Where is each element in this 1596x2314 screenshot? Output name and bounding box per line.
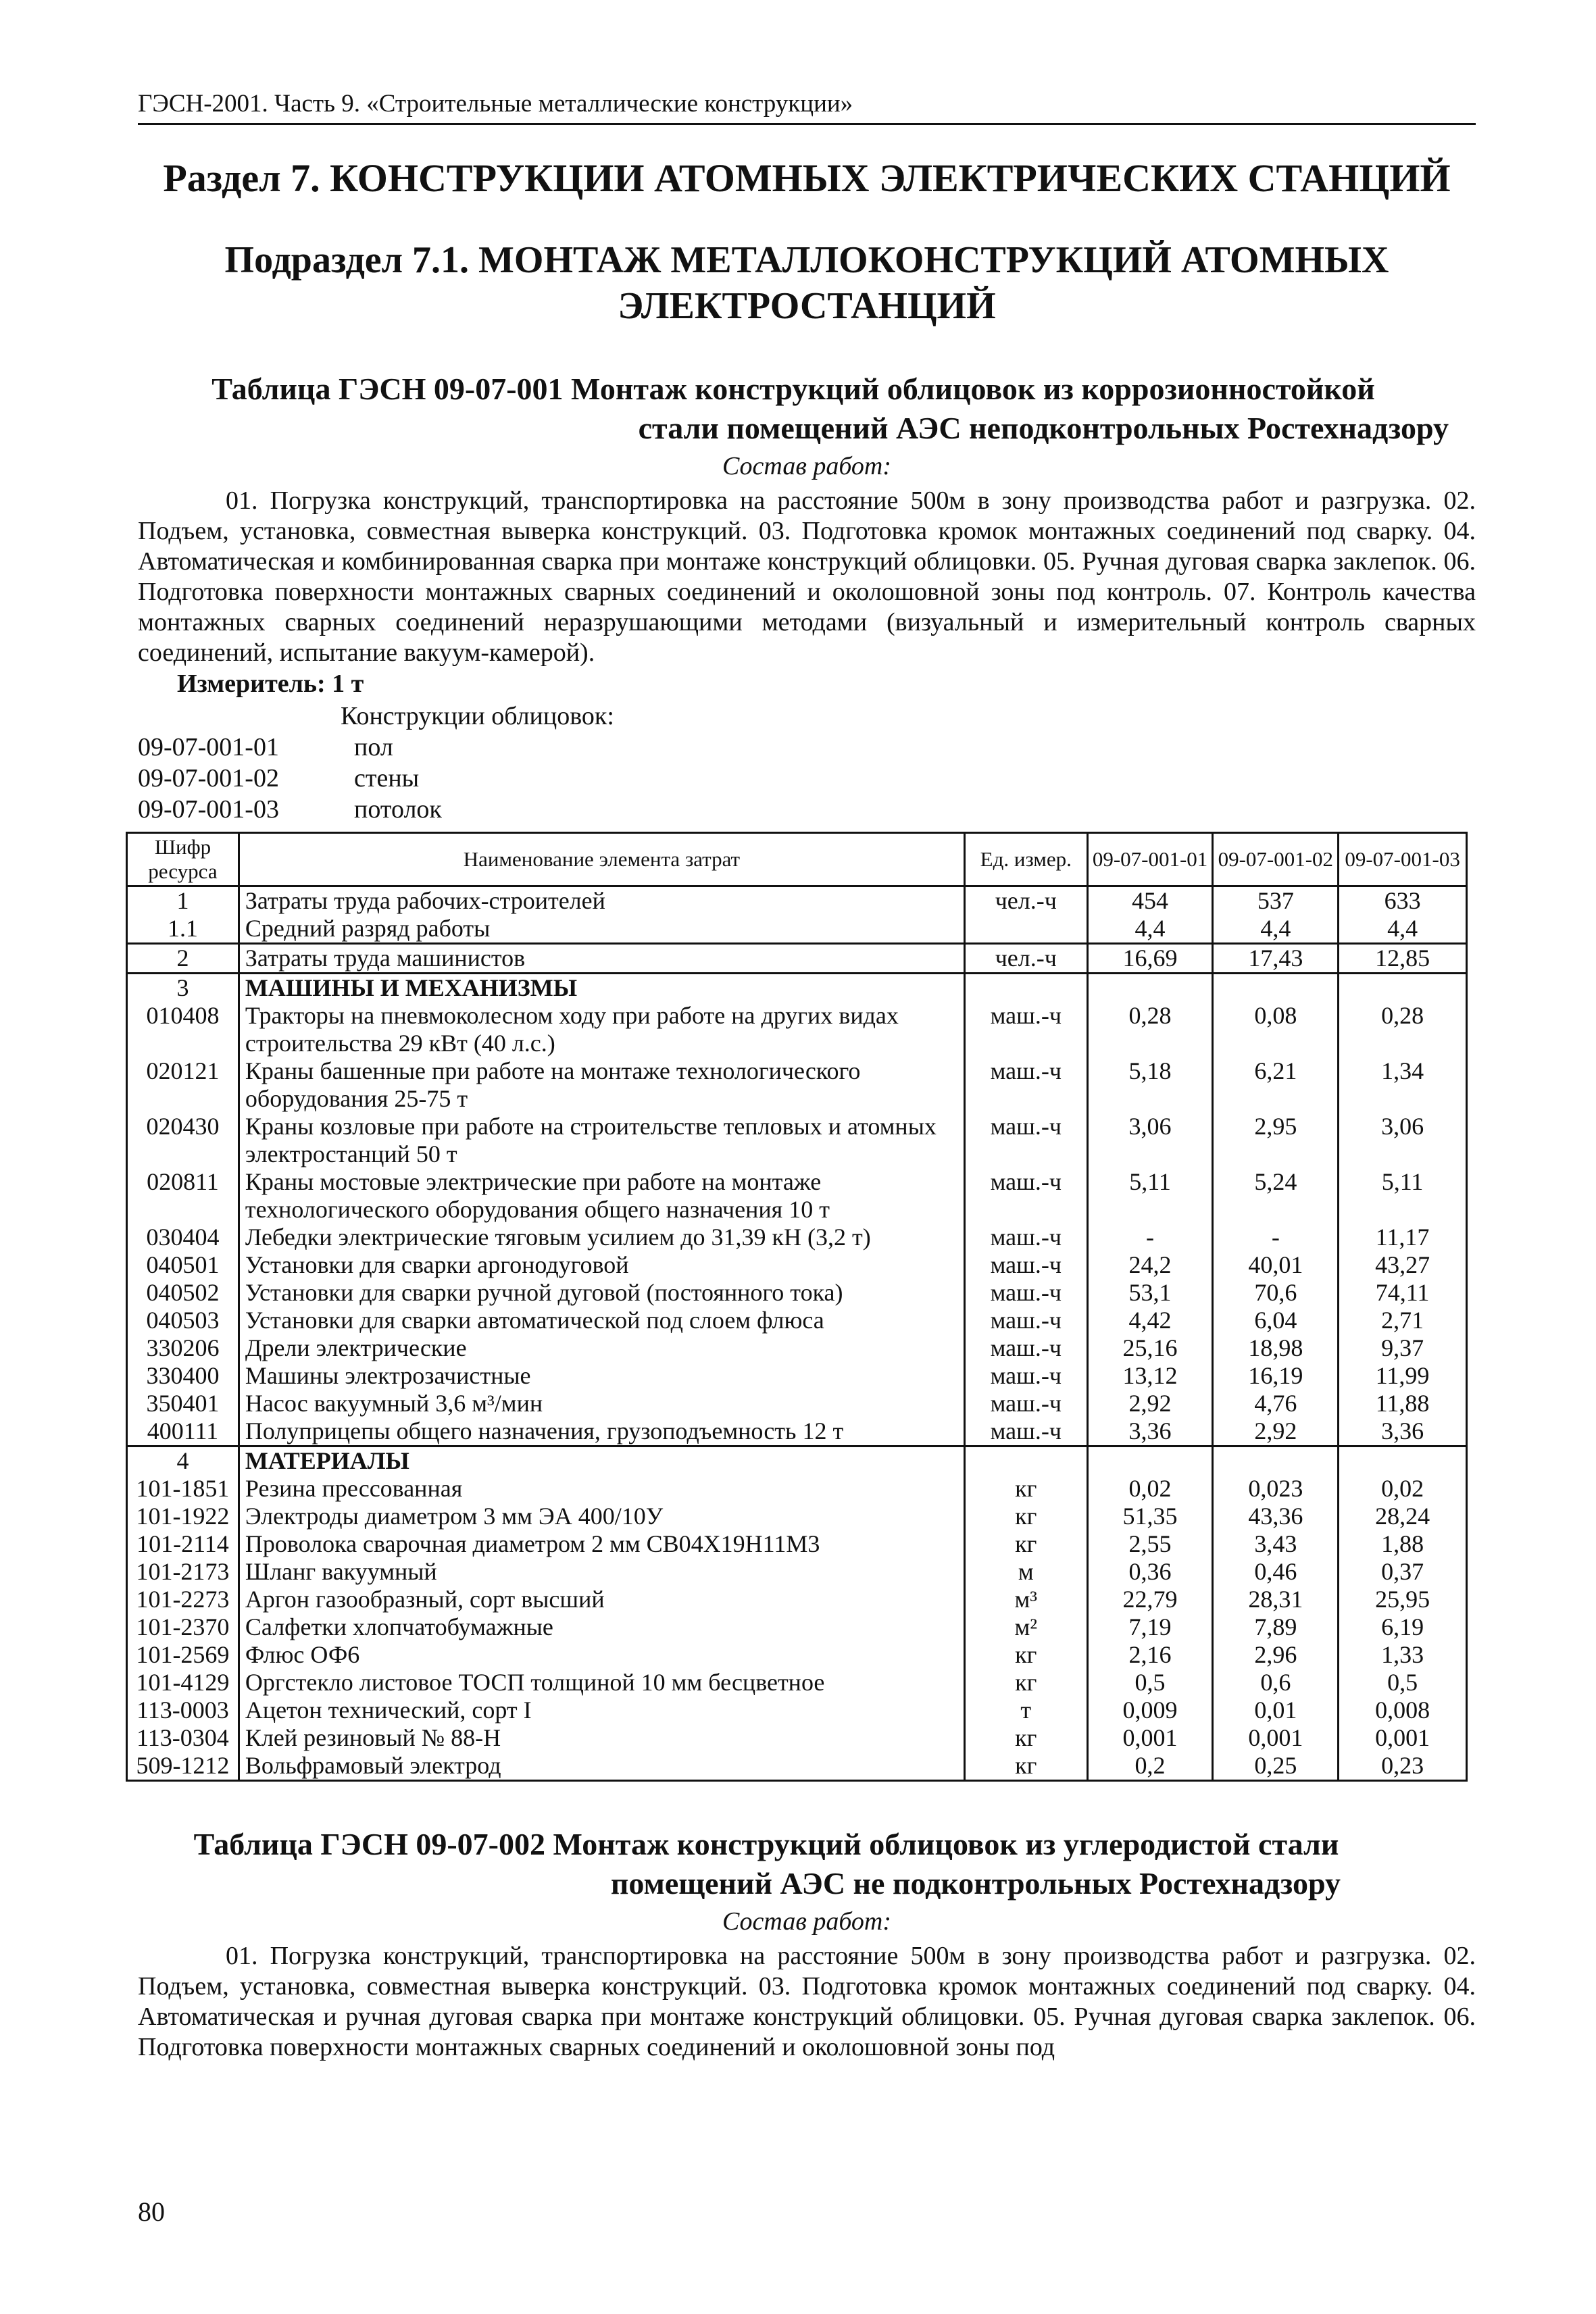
table-row bbox=[127, 1503, 1467, 1530]
cell-value-3: 0,23 bbox=[1339, 1752, 1467, 1781]
table2-sostav-label: Состав работ: bbox=[722, 1907, 892, 1936]
cell-name: Лебедки электрические тяговым усилием до 31,39 кН (3,2 т) bbox=[239, 1224, 964, 1251]
table-row bbox=[127, 974, 1467, 1003]
cell-value-2: 17,43 bbox=[1213, 944, 1339, 974]
cell-unit: м² bbox=[964, 1613, 1087, 1641]
table-row bbox=[127, 1752, 1467, 1781]
cell-value-2: 6,21 bbox=[1213, 1057, 1339, 1113]
cell-value-3: 25,95 bbox=[1339, 1586, 1467, 1613]
cell-value-3: 1,33 bbox=[1339, 1641, 1467, 1669]
cell-unit: маш.-ч bbox=[964, 1002, 1087, 1057]
cell-value-2: 537 bbox=[1213, 886, 1339, 915]
cell-value-2: 2,96 bbox=[1213, 1641, 1339, 1669]
table-row bbox=[127, 1530, 1467, 1558]
cell-unit: чел.-ч bbox=[964, 944, 1087, 974]
cell-unit: маш.-ч bbox=[964, 1168, 1087, 1224]
variant-name: пол bbox=[354, 733, 393, 761]
cell-value-1 bbox=[1087, 1447, 1213, 1476]
resource-table bbox=[126, 832, 1468, 1782]
cell-unit: маш.-ч bbox=[964, 1224, 1087, 1251]
cell-code: 330206 bbox=[127, 1334, 239, 1362]
cell-value-1: 2,92 bbox=[1087, 1390, 1213, 1417]
cell-name: Электроды диаметром 3 мм ЭА 400/10У bbox=[239, 1503, 964, 1530]
cell-value-3: 43,27 bbox=[1339, 1251, 1467, 1279]
cell-code: 400111 bbox=[127, 1417, 239, 1447]
cell-value-2: 2,95 bbox=[1213, 1113, 1339, 1168]
cell-value-3: 0,001 bbox=[1339, 1724, 1467, 1752]
variant-list bbox=[138, 732, 1476, 825]
cell-unit: кг bbox=[964, 1503, 1087, 1530]
cell-code: 101-2569 bbox=[127, 1641, 239, 1669]
cell-value-3: 0,37 bbox=[1339, 1558, 1467, 1586]
cell-unit: маш.-ч bbox=[964, 1057, 1087, 1113]
cell-unit: маш.-ч bbox=[964, 1362, 1087, 1390]
cell-code: 101-2370 bbox=[127, 1613, 239, 1641]
table-row bbox=[127, 1251, 1467, 1279]
cell-value-3: 74,11 bbox=[1339, 1279, 1467, 1307]
cell-value-1: 454 bbox=[1087, 886, 1213, 915]
cell-value-3 bbox=[1339, 974, 1467, 1003]
cell-code: 101-1922 bbox=[127, 1503, 239, 1530]
cell-name: Дрели электрические bbox=[239, 1334, 964, 1362]
table-row bbox=[127, 1475, 1467, 1503]
measure-label: Измеритель: bbox=[177, 670, 326, 698]
cell-value-1: 0,36 bbox=[1087, 1558, 1213, 1586]
cell-value-3: 1,88 bbox=[1339, 1530, 1467, 1558]
cell-value-2: 43,36 bbox=[1213, 1503, 1339, 1530]
table-row bbox=[127, 1586, 1467, 1613]
cell-value-2: 0,6 bbox=[1213, 1669, 1339, 1696]
cell-unit: кг bbox=[964, 1475, 1087, 1503]
table1-measure bbox=[177, 668, 1476, 699]
table-row bbox=[127, 1224, 1467, 1251]
running-header: ГЭСН-2001. Часть 9. «Строительные металлические конструкции» bbox=[138, 88, 1476, 125]
cell-code: 350401 bbox=[127, 1390, 239, 1417]
cell-value-1: 0,5 bbox=[1087, 1669, 1213, 1696]
cell-value-3: 1,34 bbox=[1339, 1057, 1467, 1113]
table-row bbox=[127, 1417, 1467, 1447]
cell-unit: чел.-ч bbox=[964, 886, 1087, 915]
constructions-label: Конструкции облицовок: bbox=[341, 702, 614, 730]
cell-name: Средний разряд работы bbox=[239, 915, 964, 944]
cell-unit bbox=[964, 1447, 1087, 1476]
cell-value-1: 4,42 bbox=[1087, 1307, 1213, 1334]
cell-name: Проволока сварочная диаметром 2 мм СВ04Х19Н11М3 bbox=[239, 1530, 964, 1558]
cell-value-2: 0,25 bbox=[1213, 1752, 1339, 1781]
cell-value-3: 0,008 bbox=[1339, 1696, 1467, 1724]
header-cipher: Шифр ресурса bbox=[127, 833, 239, 886]
table-row bbox=[127, 1447, 1467, 1476]
cell-value-1: 2,16 bbox=[1087, 1641, 1213, 1669]
cell-value-3: 12,85 bbox=[1339, 944, 1467, 974]
cell-name: Вольфрамовый электрод bbox=[239, 1752, 964, 1781]
cell-value-1: 13,12 bbox=[1087, 1362, 1213, 1390]
cell-name: Затраты труда рабочих-строителей bbox=[239, 886, 964, 915]
header-col-1: 09-07-001-01 bbox=[1087, 833, 1213, 886]
cell-value-1: 0,001 bbox=[1087, 1724, 1213, 1752]
cell-unit: м bbox=[964, 1558, 1087, 1586]
table1-sostav-label: Состав работ: bbox=[722, 452, 892, 480]
cell-name: Тракторы на пневмоколесном ходу при работе на других видах строительства 29 кВт (40 л.с.) bbox=[239, 1002, 964, 1057]
table-row bbox=[127, 1669, 1467, 1696]
section-title: Раздел 7. КОНСТРУКЦИИ АТОМНЫХ ЭЛЕКТРИЧЕСКИХ СТАНЦИЙ bbox=[163, 156, 1451, 200]
document-page bbox=[138, 88, 1476, 2063]
cell-name: Насос вакуумный 3,6 м³/мин bbox=[239, 1390, 964, 1417]
resource-table-body bbox=[127, 886, 1467, 1781]
cell-value-1: 25,16 bbox=[1087, 1334, 1213, 1362]
cell-value-2: 28,31 bbox=[1213, 1586, 1339, 1613]
table-row bbox=[127, 1362, 1467, 1390]
table-row bbox=[127, 1724, 1467, 1752]
variant-item bbox=[138, 794, 1476, 825]
cell-name: Оргстекло листовое ТОСП толщиной 10 мм бесцветное bbox=[239, 1669, 964, 1696]
cell-unit: кг bbox=[964, 1530, 1087, 1558]
cell-value-2: 5,24 bbox=[1213, 1168, 1339, 1224]
cell-name: Аргон газообразный, сорт высший bbox=[239, 1586, 964, 1613]
cell-value-2: 4,76 bbox=[1213, 1390, 1339, 1417]
cell-value-3: 11,17 bbox=[1339, 1224, 1467, 1251]
cell-value-3: 4,4 bbox=[1339, 915, 1467, 944]
cell-unit bbox=[964, 915, 1087, 944]
cell-value-1: 0,02 bbox=[1087, 1475, 1213, 1503]
page-number: 80 bbox=[138, 2196, 165, 2227]
header-col-2: 09-07-001-02 bbox=[1213, 833, 1339, 886]
header-unit: Ед. измер. bbox=[964, 833, 1087, 886]
cell-value-1: 24,2 bbox=[1087, 1251, 1213, 1279]
cell-name: МАТЕРИАЛЫ bbox=[239, 1447, 964, 1476]
subsection-title bbox=[138, 237, 1476, 329]
variant-item bbox=[138, 732, 1476, 763]
cell-value-1 bbox=[1087, 974, 1213, 1003]
cell-code: 030404 bbox=[127, 1224, 239, 1251]
table-header-row bbox=[127, 833, 1467, 886]
table2-sostav-text: 01. Погрузка конструкций, транспортировка на расстояние 500м в зону производства работ и разгрузка. 02. Подъем, установка, совместная выверка конструкций. 03. Подготовка кромок монтажных соединений под сварку. 04. Автоматическая и ручная дуговая сварка при монтаже конструкций облицовки. 05. Ручная дуговая сварка заклепок. 06. Подготовка поверхности монтажных сварных соединений и околошовной зоны под bbox=[138, 1942, 1476, 2061]
cell-unit: маш.-ч bbox=[964, 1279, 1087, 1307]
variant-code: 09-07-001-03 bbox=[138, 795, 279, 824]
cell-value-2: 4,4 bbox=[1213, 915, 1339, 944]
cell-value-3: 3,36 bbox=[1339, 1417, 1467, 1447]
cell-code: 101-2114 bbox=[127, 1530, 239, 1558]
cell-unit: кг bbox=[964, 1752, 1087, 1781]
cell-code: 4 bbox=[127, 1447, 239, 1476]
cell-name: Шланг вакуумный bbox=[239, 1558, 964, 1586]
cell-value-2: 0,08 bbox=[1213, 1002, 1339, 1057]
table2-title-line-1: Таблица ГЭСН 09-07-002 Монтаж конструкций облицовок из углеродистой стали bbox=[193, 1827, 1339, 1861]
table-row bbox=[127, 1334, 1467, 1362]
cell-name: Флюс ОФ6 bbox=[239, 1641, 964, 1669]
cell-code: 040503 bbox=[127, 1307, 239, 1334]
variant-item bbox=[138, 763, 1476, 794]
cell-value-2 bbox=[1213, 1447, 1339, 1476]
cell-value-3: 9,37 bbox=[1339, 1334, 1467, 1362]
cell-name: Краны башенные при работе на монтаже технологического оборудования 25-75 т bbox=[239, 1057, 964, 1113]
cell-value-1: 3,06 bbox=[1087, 1113, 1213, 1168]
table-row bbox=[127, 1168, 1467, 1224]
cell-value-1: 22,79 bbox=[1087, 1586, 1213, 1613]
cell-value-1: 0,009 bbox=[1087, 1696, 1213, 1724]
table1-title-line-2: стали помещений АЭС неподконтрольных Ростехнадзору bbox=[638, 411, 1449, 445]
cell-value-1: 0,28 bbox=[1087, 1002, 1213, 1057]
cell-value-3: 2,71 bbox=[1339, 1307, 1467, 1334]
cell-unit: кг bbox=[964, 1641, 1087, 1669]
cell-value-1: 0,2 bbox=[1087, 1752, 1213, 1781]
cell-value-3: 633 bbox=[1339, 886, 1467, 915]
variant-code: 09-07-001-02 bbox=[138, 764, 279, 793]
table-row bbox=[127, 1002, 1467, 1057]
cell-code: 509-1212 bbox=[127, 1752, 239, 1781]
cell-value-2: 40,01 bbox=[1213, 1251, 1339, 1279]
table-row bbox=[127, 1279, 1467, 1307]
table-row bbox=[127, 1390, 1467, 1417]
cell-code: 020811 bbox=[127, 1168, 239, 1224]
cell-name: Клей резиновый № 88-Н bbox=[239, 1724, 964, 1752]
cell-unit: кг bbox=[964, 1724, 1087, 1752]
table2-title bbox=[138, 1825, 1476, 1903]
cell-code: 330400 bbox=[127, 1362, 239, 1390]
cell-code: 113-0304 bbox=[127, 1724, 239, 1752]
cell-unit: м³ bbox=[964, 1586, 1087, 1613]
cell-value-3: 0,02 bbox=[1339, 1475, 1467, 1503]
cell-value-1: 51,35 bbox=[1087, 1503, 1213, 1530]
cell-code: 040502 bbox=[127, 1279, 239, 1307]
cell-value-1: 4,4 bbox=[1087, 915, 1213, 944]
cell-unit bbox=[964, 974, 1087, 1003]
cell-name: Краны козловые при работе на строительстве тепловых и атомных электростанций 50 т bbox=[239, 1113, 964, 1168]
cell-name: Краны мостовые электрические при работе на монтаже технологического оборудования общего назначения 10 т bbox=[239, 1168, 964, 1224]
cell-value-1: 16,69 bbox=[1087, 944, 1213, 974]
cell-unit: маш.-ч bbox=[964, 1390, 1087, 1417]
cell-value-2: 7,89 bbox=[1213, 1613, 1339, 1641]
cell-name: Салфетки хлопчатобумажные bbox=[239, 1613, 964, 1641]
table-row bbox=[127, 1613, 1467, 1641]
cell-unit: маш.-ч bbox=[964, 1417, 1087, 1447]
table-row bbox=[127, 1641, 1467, 1669]
header-col-3: 09-07-001-03 bbox=[1339, 833, 1467, 886]
variant-name: потолок bbox=[354, 795, 442, 824]
table-row bbox=[127, 1696, 1467, 1724]
cell-name: Машины электрозачистные bbox=[239, 1362, 964, 1390]
cell-name: Установки для сварки аргонодуговой bbox=[239, 1251, 964, 1279]
cell-value-2: 18,98 bbox=[1213, 1334, 1339, 1362]
table-row bbox=[127, 1307, 1467, 1334]
cell-code: 020430 bbox=[127, 1113, 239, 1168]
cell-value-2: 0,01 bbox=[1213, 1696, 1339, 1724]
cell-code: 010408 bbox=[127, 1002, 239, 1057]
cell-value-2: 0,001 bbox=[1213, 1724, 1339, 1752]
cell-code: 113-0003 bbox=[127, 1696, 239, 1724]
table-row bbox=[127, 1558, 1467, 1586]
cell-unit: маш.-ч bbox=[964, 1307, 1087, 1334]
cell-value-1: - bbox=[1087, 1224, 1213, 1251]
cell-value-2: - bbox=[1213, 1224, 1339, 1251]
cell-code: 101-2173 bbox=[127, 1558, 239, 1586]
table1-sostav-text: 01. Погрузка конструкций, транспортировка на расстояние 500м в зону производства работ и разгрузка. 02. Подъем, установка, совместная выверка конструкций. 03. Подготовка кромок монтажных соединений под сварку. 04. Автоматическая и комбинированная сварка при монтаже конструкций облицовки. 05. Ручная дуговая сварка заклепок. 06. Подготовка поверхности монтажных сварных соединений и околошовной зоны под контроль. 07. Контроль качества монтажных сварных соединений неразрушающими методами (визуальный и измерительный контроль сварных соединений, испытание вакуум-камерой). bbox=[138, 486, 1476, 667]
cell-value-2: 16,19 bbox=[1213, 1362, 1339, 1390]
cell-code: 020121 bbox=[127, 1057, 239, 1113]
variant-code: 09-07-001-01 bbox=[138, 733, 279, 761]
cell-value-1: 7,19 bbox=[1087, 1613, 1213, 1641]
cell-value-1: 3,36 bbox=[1087, 1417, 1213, 1447]
table-row bbox=[127, 944, 1467, 974]
cell-unit: маш.-ч bbox=[964, 1334, 1087, 1362]
cell-unit: кг bbox=[964, 1669, 1087, 1696]
cell-code: 101-1851 bbox=[127, 1475, 239, 1503]
cell-value-3: 11,88 bbox=[1339, 1390, 1467, 1417]
subsection-title-line-1: Подраздел 7.1. МОНТАЖ МЕТАЛЛОКОНСТРУКЦИЙ АТОМНЫХ bbox=[224, 239, 1389, 281]
cell-value-2 bbox=[1213, 974, 1339, 1003]
cell-value-1: 2,55 bbox=[1087, 1530, 1213, 1558]
cell-name: Установки для сварки ручной дуговой (постоянного тока) bbox=[239, 1279, 964, 1307]
table2-title-line-2: помещений АЭС не подконтрольных Ростехнадзору bbox=[610, 1866, 1341, 1901]
cell-value-3: 28,24 bbox=[1339, 1503, 1467, 1530]
cell-value-3: 3,06 bbox=[1339, 1113, 1467, 1168]
variant-name: стены bbox=[354, 764, 420, 793]
cell-unit: маш.-ч bbox=[964, 1251, 1087, 1279]
table1-title-line-1: Таблица ГЭСН 09-07-001 Монтаж конструкций облицовок из коррозионностойкой bbox=[211, 372, 1375, 406]
cell-value-3: 0,28 bbox=[1339, 1002, 1467, 1057]
cell-value-2: 70,6 bbox=[1213, 1279, 1339, 1307]
cell-value-2: 6,04 bbox=[1213, 1307, 1339, 1334]
cell-value-2: 2,92 bbox=[1213, 1417, 1339, 1447]
cell-code: 3 bbox=[127, 974, 239, 1003]
cell-code: 101-4129 bbox=[127, 1669, 239, 1696]
cell-name: Резина прессованная bbox=[239, 1475, 964, 1503]
cell-value-3: 11,99 bbox=[1339, 1362, 1467, 1390]
cell-unit: т bbox=[964, 1696, 1087, 1724]
cell-value-3: 6,19 bbox=[1339, 1613, 1467, 1641]
cell-value-2: 3,43 bbox=[1213, 1530, 1339, 1558]
measure-value: 1 т bbox=[332, 670, 364, 698]
cell-value-3: 0,5 bbox=[1339, 1669, 1467, 1696]
cell-value-2: 0,023 bbox=[1213, 1475, 1339, 1503]
cell-value-3 bbox=[1339, 1447, 1467, 1476]
table1-title bbox=[138, 370, 1476, 448]
subsection-title-line-2: ЭЛЕКТРОСТАНЦИЙ bbox=[618, 285, 996, 327]
cell-value-1: 5,18 bbox=[1087, 1057, 1213, 1113]
cell-unit: маш.-ч bbox=[964, 1113, 1087, 1168]
cell-name: Полуприцепы общего назначения, грузоподъемность 12 т bbox=[239, 1417, 964, 1447]
cell-code: 101-2273 bbox=[127, 1586, 239, 1613]
header-name: Наименование элемента затрат bbox=[239, 833, 964, 886]
cell-value-1: 5,11 bbox=[1087, 1168, 1213, 1224]
table-row bbox=[127, 1057, 1467, 1113]
cell-code: 1 bbox=[127, 886, 239, 915]
table-row bbox=[127, 886, 1467, 915]
cell-value-3: 5,11 bbox=[1339, 1168, 1467, 1224]
cell-name: МАШИНЫ И МЕХАНИЗМЫ bbox=[239, 974, 964, 1003]
cell-name: Установки для сварки автоматической под слоем флюса bbox=[239, 1307, 964, 1334]
cell-code: 1.1 bbox=[127, 915, 239, 944]
cell-code: 2 bbox=[127, 944, 239, 974]
cell-name: Затраты труда машинистов bbox=[239, 944, 964, 974]
table-row bbox=[127, 915, 1467, 944]
cell-code: 040501 bbox=[127, 1251, 239, 1279]
table-row bbox=[127, 1113, 1467, 1168]
cell-value-2: 0,46 bbox=[1213, 1558, 1339, 1586]
cell-value-1: 53,1 bbox=[1087, 1279, 1213, 1307]
cell-name: Ацетон технический, сорт I bbox=[239, 1696, 964, 1724]
